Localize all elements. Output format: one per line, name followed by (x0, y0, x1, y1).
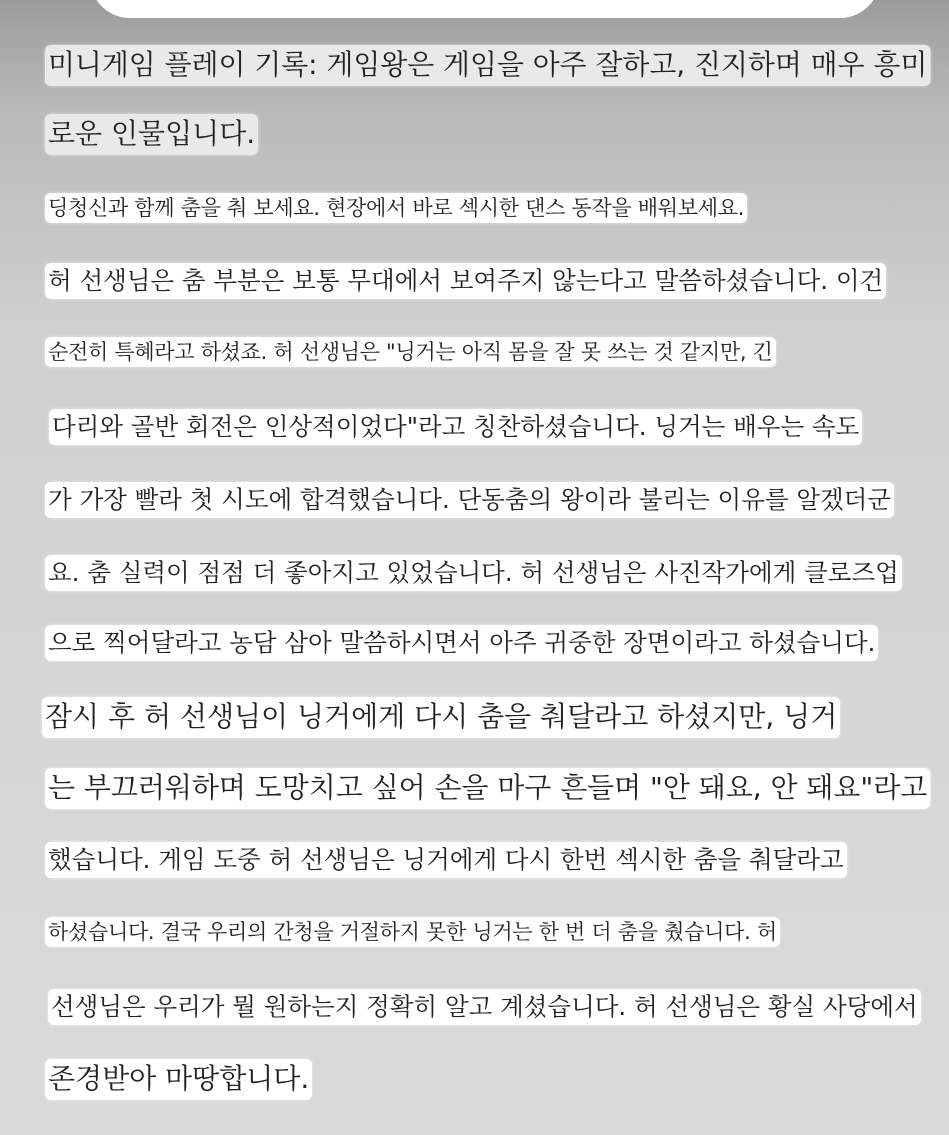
caption-line-1: 미니게임 플레이 기록: 게임왕은 게임을 아주 잘하고, 진지하며 매우 흥미 (45, 45, 934, 86)
caption-line-6: 다리와 골반 회전은 인상적이었다"라고 칭찬하셨습니다. 닝거는 배우는 속도 (49, 409, 862, 445)
caption-line-7: 가 가장 빨라 첫 시도에 합격했습니다. 단동춤의 왕이라 불리는 이유를 알겠더군 (45, 482, 894, 518)
caption-line-9: 으로 찍어달라고 농담 삼아 말씀하시면서 아주 귀중한 장면이라고 하셨습니다. (45, 625, 878, 661)
caption-line-14: 선생님은 우리가 뭘 원하는지 정확히 알고 계셨습니다. 허 선생님은 황실 사당에서 (48, 989, 921, 1025)
caption-line-13: 하셨습니다. 결국 우리의 간청을 거절하지 못한 닝거는 한 번 더 춤을 췄습니다. 허 (45, 917, 780, 947)
caption-line-5: 순전히 특혜라고 하셨죠. 허 선생님은 "닝거는 아직 몸을 잘 못 쓰는 것 같지만, 긴 (45, 337, 776, 367)
caption-line-15: 존경받아 마땅합니다. (45, 1059, 312, 1100)
caption-line-8: 요. 춤 실력이 점점 더 좋아지고 있었습니다. 허 선생님은 사진작가에게 클로즈업 (45, 555, 902, 591)
caption-line-12: 했습니다. 게임 도중 허 선생님은 닝거에게 다시 한번 섹시한 춤을 춰달라고 (45, 842, 847, 878)
caption-line-4: 허 선생님은 춤 부분은 보통 무대에서 보여주지 않는다고 말씀하셨습니다. 이건 (45, 263, 886, 299)
caption-line-11: 는 부끄러워하며 도망치고 싶어 손을 마구 흔들며 "안 돼요, 안 돼요"라고 (45, 768, 932, 809)
caption-line-10: 잠시 후 허 선생님이 닝거에게 다시 춤을 춰달라고 하셨지만, 닝거 (42, 697, 840, 738)
caption-line-3: 딩청신과 함께 춤을 춰 보세요. 현장에서 바로 섹시한 댄스 동작을 배워보세요. (45, 193, 747, 223)
caption-line-2: 로운 인물입니다. (45, 114, 258, 155)
top-card (90, 0, 880, 18)
